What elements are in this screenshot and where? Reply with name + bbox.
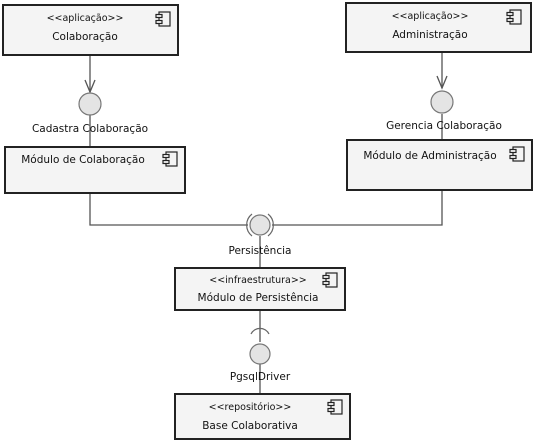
component-app-administracao[interactable] [346,3,531,52]
interface-ball-gerencia [431,91,453,113]
component-modulo-administracao[interactable] [347,140,532,190]
connector-administracao-persistencia [272,190,442,225]
interface-ball-persistencia [250,215,270,235]
stereotype-label: <<aplicação>> [46,13,124,24]
interface-ball-cadastra [79,93,101,115]
component-modulo-colaboracao[interactable] [5,147,185,193]
component-app-colaboracao[interactable] [3,5,178,55]
component-modulo-persistencia[interactable] [175,268,345,310]
stereotype-label: <<repositório>> [208,402,292,413]
interface-label-gerencia: Gerencia Colaboração [386,120,502,132]
interface-label-pgsql: PgsqlDriver [229,371,291,383]
stereotype-label: <<infraestrutura>> [209,275,307,286]
component-name: Administração [392,29,468,41]
interface-label-cadastra: Cadastra Colaboração [31,123,149,135]
stereotype-label: <<aplicação>> [391,11,469,22]
interface-ball-pgsql [250,344,270,364]
component-name: Colaboração [52,31,118,43]
component-name: Módulo de Persistência [197,292,319,304]
component-name: Módulo de Administração [363,150,497,162]
component-base-colaborativa[interactable] [175,394,350,439]
interface-label-persistencia: Persistência [228,245,292,257]
component-name: Módulo de Colaboração [21,154,145,166]
component-name: Base Colaborativa [202,420,298,432]
connector-colaboracao-persistencia [90,193,248,225]
